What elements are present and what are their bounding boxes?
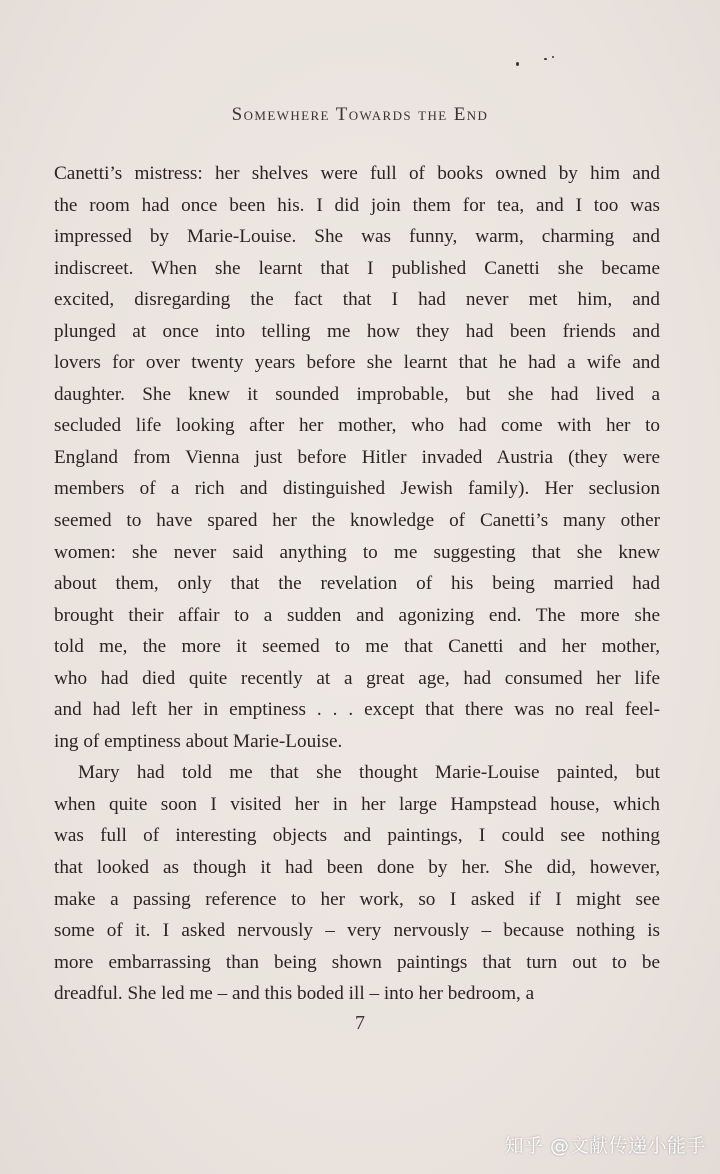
text-line: dreadful. She led me – and this boded ill – into her bedroom, a xyxy=(54,983,535,1005)
text-line: about them, only that the revelation of his being married had xyxy=(54,573,660,595)
text-line: more embarrassing than being shown paintings that turn out to be xyxy=(54,951,660,973)
text-line: ing of emptiness about Marie-Louise. xyxy=(54,730,343,752)
text-line: that looked as though it had been done by her. She did, however, xyxy=(54,857,660,879)
text-line: women: she never said anything to me suggesting that she knew xyxy=(54,541,660,563)
text-line: and had left her in emptiness . . . except that there was no real feel- xyxy=(54,699,660,721)
text-line: brought their affair to a sudden and agonizing end. The more she xyxy=(54,604,660,626)
paragraph xyxy=(54,158,660,757)
text-line: England from Vienna just before Hitler invaded Austria (they were xyxy=(54,446,660,468)
text-line: plunged at once into telling me how they had been friends and xyxy=(54,320,660,342)
text-line: who had died quite recently at a great age, had consumed her life xyxy=(54,667,660,689)
text-line: indiscreet. When she learnt that I published Canetti she became xyxy=(54,257,660,279)
speck xyxy=(544,58,547,60)
speck xyxy=(552,56,554,58)
text-line: was full of interesting objects and paintings, I could see nothing xyxy=(54,825,660,847)
text-line: daughter. She knew it sounded improbable, but she had lived a xyxy=(54,383,660,405)
speck xyxy=(516,62,519,66)
text-line: secluded life looking after her mother, who had come with her to xyxy=(54,415,660,437)
running-head: Somewhere Towards the End xyxy=(231,104,489,125)
text-line: lovers for over twenty years before she learnt that he had a wife and xyxy=(54,352,660,374)
page-number: 7 xyxy=(355,1012,365,1034)
text-line: the room had once been his. I did join them for tea, and I too was xyxy=(54,194,660,216)
body-text xyxy=(54,158,660,1010)
text-line: excited, disregarding the fact that I had never met him, and xyxy=(54,289,660,311)
text-line: seemed to have spared her the knowledge of Canetti’s many other xyxy=(54,510,660,532)
watermark: 知乎 @文献传递小能手 xyxy=(504,1135,706,1157)
text-line: when quite soon I visited her in her large Hampstead house, which xyxy=(54,793,660,815)
text-line: told me, the more it seemed to me that Canetti and her mother, xyxy=(54,636,660,658)
text-line: Canetti’s mistress: her shelves were full of books owned by him and xyxy=(54,163,660,184)
paragraph xyxy=(54,757,660,1009)
text-line: members of a rich and distinguished Jewish family). Her seclusion xyxy=(54,478,660,500)
text-line: some of it. I asked nervously – very nervously – because nothing is xyxy=(54,920,660,942)
text-line: impressed by Marie-Louise. She was funny, warm, charming and xyxy=(54,226,660,248)
print-specks xyxy=(512,52,562,72)
text-line: make a passing reference to her work, so I asked if I might see xyxy=(54,888,660,910)
text-line: Mary had told me that she thought Marie-Louise painted, but xyxy=(78,762,660,784)
